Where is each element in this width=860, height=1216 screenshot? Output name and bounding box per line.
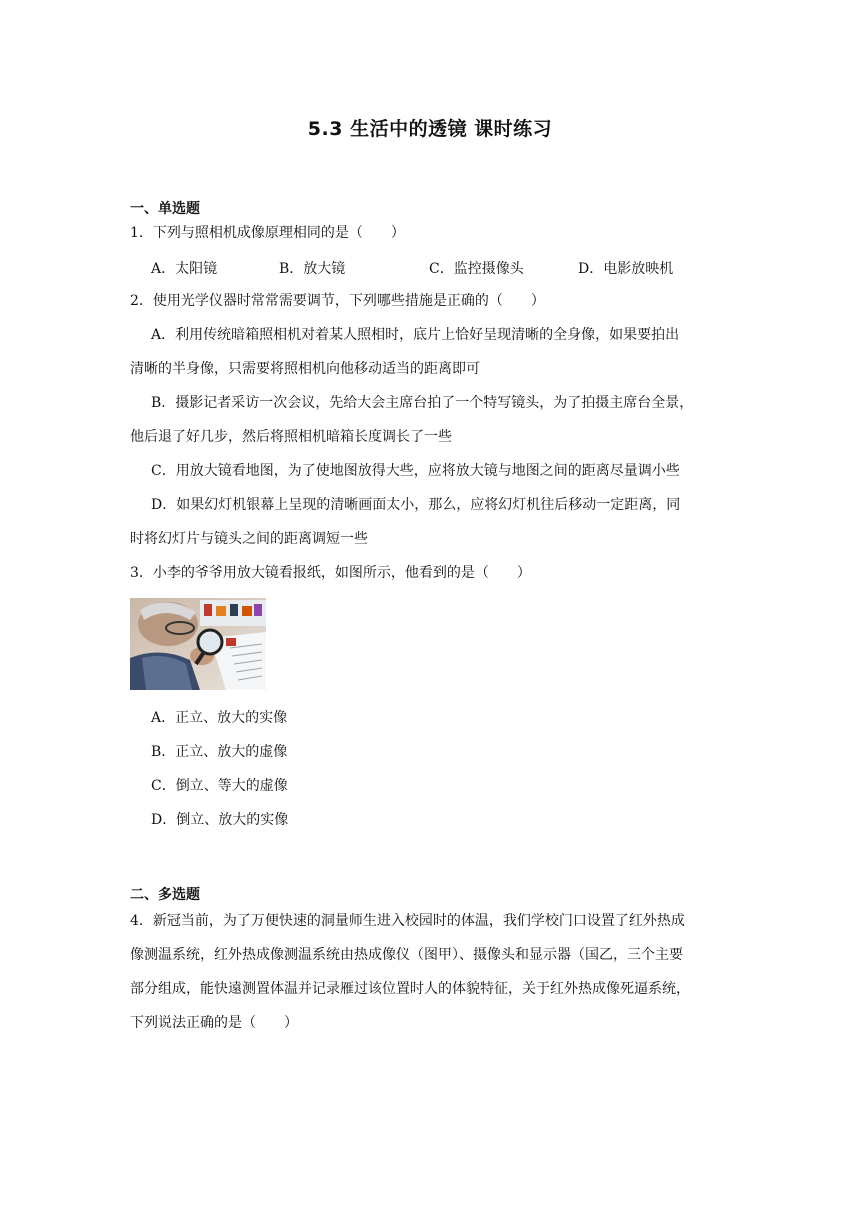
question-4-line1: 4．新冠当前，为了万便快速的洞量师生进入校园时的体温，我们学校门口设置了红外热成 xyxy=(130,913,685,929)
question-1-option-d: D．电影放映机 xyxy=(578,261,674,277)
question-2-option-d-line2: 时将幻灯片与镜头之间的距离调短一些 xyxy=(130,531,368,547)
question-2-stem: 2．使用光学仪器时常常需要调节，下列哪些措施是正确的（ ） xyxy=(130,293,545,309)
question-1-option-c: C．监控摄像头 xyxy=(429,261,524,277)
question-3-option-b: B．正立、放大的虚像 xyxy=(151,744,288,760)
page-title: 5.3 生活中的透镜 课时练习 xyxy=(307,118,553,140)
question-1-option-a: A．太阳镜 xyxy=(151,261,218,277)
question-3-option-c: C．倒立、等大的虚像 xyxy=(151,778,288,794)
section-heading-single-choice: 一、单选题 xyxy=(130,201,200,217)
question-2-option-d-line1: D．如果幻灯机银幕上呈现的清晰画面太小，那么，应将幻灯机往后移动一定距离，同 xyxy=(151,497,681,513)
question-2-option-c: C．用放大镜看地图，为了使地图放得大些，应将放大镜与地图之间的距离尽量调小些 xyxy=(151,463,680,479)
question-2-option-a-line1: A．利用传统暗箱照相机对着某人照相时，底片上恰好呈现清晰的全身像，如果要拍出 xyxy=(151,327,680,343)
question-1-option-b: B．放大镜 xyxy=(279,261,346,277)
question-4-line4: 下列说法正确的是（ ） xyxy=(130,1015,298,1031)
question-3-option-d: D．倒立、放大的实像 xyxy=(151,812,289,828)
question-4-line3: 部分组成，能快遠测置体温并记录雁过该位置时人的体貌特征，关于红外热成像死逼系统， xyxy=(130,981,690,997)
question-2-option-b-line1: B．摄影记者采访一次会议，先给大会主席台拍了一个特写镜头，为了拍摄主席台全景， xyxy=(151,395,694,411)
question-1-options xyxy=(151,258,751,278)
question-2-option-a-line2: 清晰的半身像，只需要将照相机向他移动适当的距离即可 xyxy=(130,361,480,377)
question-2-option-b-line2: 他后退了好几步，然后将照相机暗箱长度调长了一些 xyxy=(130,429,452,445)
question-1-stem: 1．下列与照相机成像原理相同的是（ ） xyxy=(130,225,405,241)
question-3-stem: 3．小李的爷爷用放大镜看报纸，如图所示，他看到的是（ ） xyxy=(130,565,531,581)
magnifier-reading-photo xyxy=(130,598,266,690)
question-4-line2: 像测温系统，红外热成像测温系统由热成像仪（图甲）、摄像头和显示器（国乙，三个主要 xyxy=(130,947,683,963)
magnifier-reading-illustration xyxy=(130,598,266,690)
question-3-option-a: A．正立、放大的实像 xyxy=(151,710,288,726)
section-heading-multiple-choice: 二、多选题 xyxy=(130,887,200,903)
